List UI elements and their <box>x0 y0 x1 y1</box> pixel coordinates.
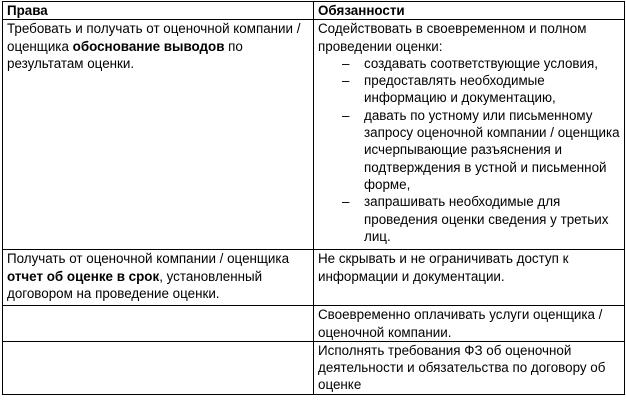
rights-emphasis: отчет об оценке в срок <box>7 268 160 284</box>
rights-text: Получать от оценочной компании / оценщика <box>7 251 290 267</box>
duties-column-header: Обязанности <box>314 2 625 20</box>
list-item-text: запрашивать необходимые для проведения оценки сведения у третьих лиц. <box>364 194 609 244</box>
list-item <box>318 55 620 72</box>
dash-marker: – <box>342 55 350 71</box>
rights-text-end: , установленный договором на проведение оценки. <box>7 268 263 301</box>
duties-cell <box>314 20 625 250</box>
table-header-row <box>3 2 625 20</box>
duties-cell: Своевременно оплачивать услуги оценщика / оценочной компании. <box>314 306 625 342</box>
rights-cell-empty <box>3 341 314 394</box>
list-item-text: давать по устному или письменному запросу оценочной компании / оценщика исчерпывающие разъяснения и подтверждения в устной и письменной форме, <box>364 107 620 192</box>
table-row <box>3 250 625 306</box>
dash-marker: – <box>342 73 350 89</box>
list-item-text: создавать соответствующие условия, <box>364 55 598 71</box>
rights-cell <box>3 20 314 250</box>
list-item <box>318 107 620 193</box>
duties-list <box>318 55 620 245</box>
duties-cell: Исполнять требования ФЗ об оценочной деятельности и обязательства по договору об оценке <box>314 341 625 394</box>
rights-duties-table <box>2 1 625 395</box>
rights-column-header: Права <box>3 2 314 20</box>
rights-cell-empty <box>3 306 314 342</box>
duties-intro: Содействовать в своевременном и полном проведении оценки: <box>318 21 587 54</box>
list-item-text: предоставлять необходимые информацию и документацию, <box>364 73 556 106</box>
list-item <box>318 72 620 107</box>
rights-cell <box>3 250 314 306</box>
table-row <box>3 341 625 394</box>
list-item <box>318 193 620 245</box>
rights-emphasis: обоснование выводов <box>72 38 225 54</box>
rights-text: Требовать и получать от оценочной компании /оценщика <box>7 21 301 54</box>
dash-marker: – <box>342 107 350 123</box>
duties-cell: Не скрывать и не ограничивать доступ к информации и документации. <box>314 250 625 306</box>
table-row <box>3 20 625 250</box>
rights-text-end: по результатам оценки. <box>7 38 243 71</box>
dash-marker: – <box>342 194 350 210</box>
table-row <box>3 306 625 342</box>
